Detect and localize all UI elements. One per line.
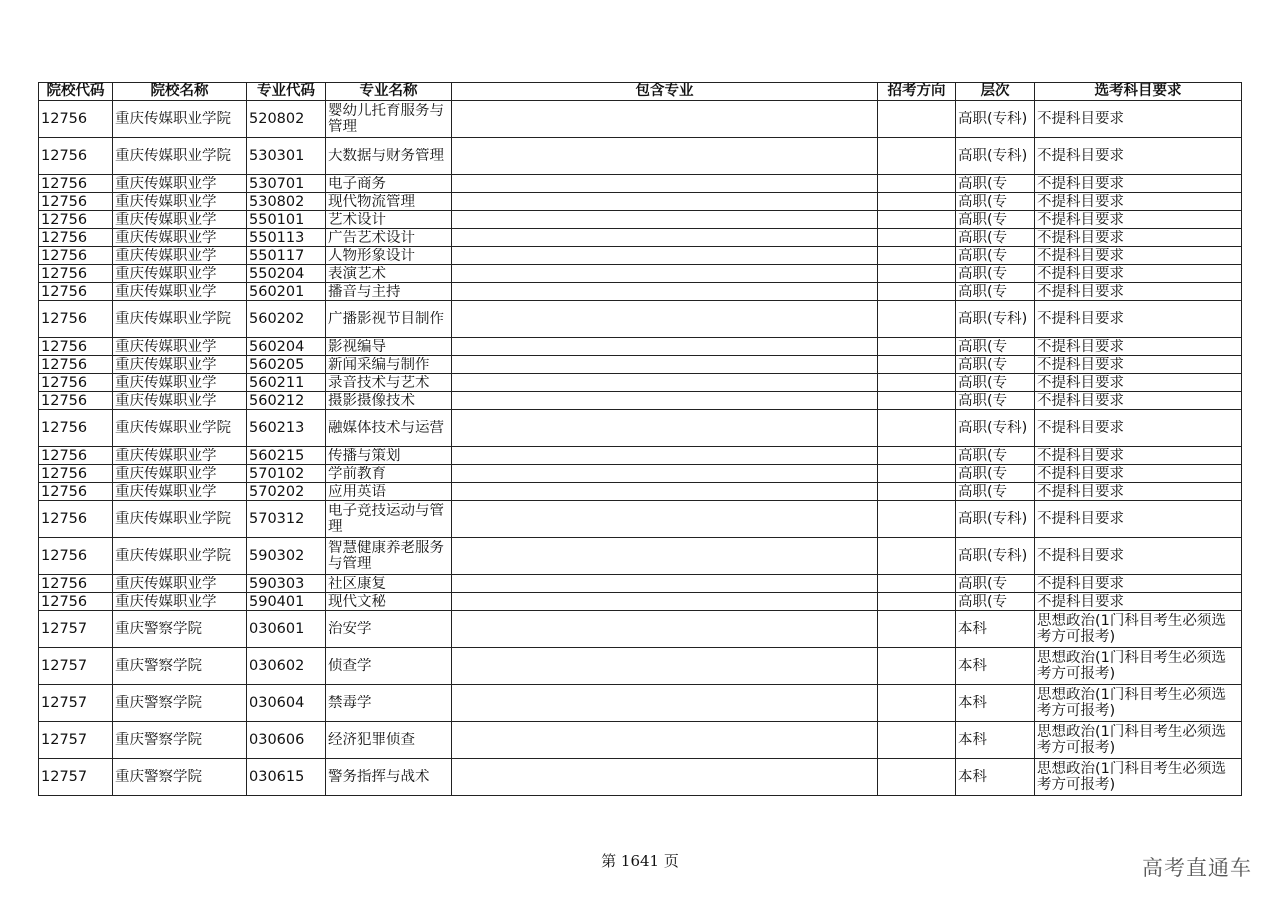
cell-major-name: 学前教育 (326, 465, 452, 483)
cell-school-code: 12756 (39, 501, 113, 538)
cell-major-code: 030606 (247, 722, 326, 759)
cell-included-majors (452, 593, 878, 611)
cell-subject-requirement: 思想政治(1门科目考生必须选考方可报考) (1035, 722, 1242, 759)
cell-major-name: 治安学 (326, 611, 452, 648)
cell-school-code: 12756 (39, 175, 113, 193)
cell-school-name: 重庆传媒职业学院 (113, 301, 247, 338)
table-row (39, 465, 1242, 483)
cell-school-code: 12757 (39, 648, 113, 685)
cell-subject-requirement: 思想政治(1门科目考生必须选考方可报考) (1035, 611, 1242, 648)
table-row (39, 211, 1242, 229)
cell-level: 高职(专科) (956, 410, 1035, 447)
cell-major-code: 590303 (247, 575, 326, 593)
cell-subject-requirement: 不提科目要求 (1035, 101, 1242, 138)
cell-school-code: 12756 (39, 593, 113, 611)
table-row (39, 138, 1242, 175)
cell-direction (878, 338, 956, 356)
cell-major-code: 560205 (247, 356, 326, 374)
cell-school-name: 重庆传媒职业学 (113, 392, 247, 410)
cell-major-name: 大数据与财务管理 (326, 138, 452, 175)
cell-subject-requirement: 不提科目要求 (1035, 338, 1242, 356)
cell-direction (878, 101, 956, 138)
cell-school-code: 12756 (39, 283, 113, 301)
cell-major-name: 电子竞技运动与管理 (326, 501, 452, 538)
cell-major-code: 530301 (247, 138, 326, 175)
cell-major-name: 禁毒学 (326, 685, 452, 722)
cell-school-name: 重庆警察学院 (113, 722, 247, 759)
cell-direction (878, 247, 956, 265)
cell-school-name: 重庆传媒职业学院 (113, 538, 247, 575)
cell-included-majors (452, 501, 878, 538)
cell-major-name: 新闻采编与制作 (326, 356, 452, 374)
cell-subject-requirement: 不提科目要求 (1035, 193, 1242, 211)
cell-major-code: 560213 (247, 410, 326, 447)
cell-major-name: 现代文秘 (326, 593, 452, 611)
table-row (39, 447, 1242, 465)
cell-direction (878, 611, 956, 648)
cell-major-name: 警务指挥与战术 (326, 759, 452, 796)
cell-school-name: 重庆传媒职业学 (113, 356, 247, 374)
cell-major-code: 570312 (247, 501, 326, 538)
cell-subject-requirement: 不提科目要求 (1035, 392, 1242, 410)
cell-major-name: 广播影视节目制作 (326, 301, 452, 338)
cell-included-majors (452, 338, 878, 356)
table-row (39, 538, 1242, 575)
cell-major-code: 560201 (247, 283, 326, 301)
cell-direction (878, 538, 956, 575)
cell-school-code: 12756 (39, 301, 113, 338)
watermark-logo-text: 高考直通车 (1142, 856, 1252, 880)
cell-major-code: 570102 (247, 465, 326, 483)
cell-major-name: 现代物流管理 (326, 193, 452, 211)
cell-level: 高职(专 (956, 211, 1035, 229)
table-row (39, 759, 1242, 796)
cell-school-code: 12757 (39, 611, 113, 648)
cell-major-code: 560211 (247, 374, 326, 392)
table-row (39, 374, 1242, 392)
table-row (39, 265, 1242, 283)
cell-level: 高职(专 (956, 483, 1035, 501)
cell-subject-requirement: 不提科目要求 (1035, 229, 1242, 247)
cell-major-code: 550117 (247, 247, 326, 265)
cell-school-name: 重庆警察学院 (113, 611, 247, 648)
cell-direction (878, 501, 956, 538)
cell-subject-requirement: 不提科目要求 (1035, 410, 1242, 447)
header-included-majors: 包含专业 (452, 83, 878, 101)
cell-school-code: 12756 (39, 338, 113, 356)
cell-school-name: 重庆传媒职业学院 (113, 101, 247, 138)
cell-school-name: 重庆传媒职业学 (113, 593, 247, 611)
cell-school-code: 12756 (39, 138, 113, 175)
cell-major-code: 560204 (247, 338, 326, 356)
header-subject-requirement: 选考科目要求 (1035, 83, 1242, 101)
cell-school-name: 重庆传媒职业学院 (113, 138, 247, 175)
cell-school-code: 12756 (39, 101, 113, 138)
cell-subject-requirement: 不提科目要求 (1035, 211, 1242, 229)
header-school-name: 院校名称 (113, 83, 247, 101)
cell-direction (878, 759, 956, 796)
cell-included-majors (452, 193, 878, 211)
cell-major-name: 表演艺术 (326, 265, 452, 283)
cell-school-code: 12756 (39, 211, 113, 229)
table-row (39, 356, 1242, 374)
table-row (39, 193, 1242, 211)
cell-included-majors (452, 265, 878, 283)
cell-included-majors (452, 685, 878, 722)
cell-major-name: 摄影摄像技术 (326, 392, 452, 410)
table-row (39, 338, 1242, 356)
cell-subject-requirement: 不提科目要求 (1035, 465, 1242, 483)
cell-level: 高职(专科) (956, 138, 1035, 175)
table-row (39, 483, 1242, 501)
cell-direction (878, 193, 956, 211)
cell-school-code: 12756 (39, 193, 113, 211)
table-row (39, 101, 1242, 138)
cell-major-code: 030601 (247, 611, 326, 648)
cell-level: 高职(专 (956, 374, 1035, 392)
cell-level: 高职(专 (956, 247, 1035, 265)
table-row (39, 722, 1242, 759)
cell-major-code: 030615 (247, 759, 326, 796)
cell-school-name: 重庆警察学院 (113, 759, 247, 796)
table-row (39, 593, 1242, 611)
cell-level: 本科 (956, 722, 1035, 759)
cell-included-majors (452, 575, 878, 593)
cell-included-majors (452, 611, 878, 648)
header-major-code: 专业代码 (247, 83, 326, 101)
cell-major-code: 030604 (247, 685, 326, 722)
cell-school-code: 12756 (39, 356, 113, 374)
cell-subject-requirement: 不提科目要求 (1035, 175, 1242, 193)
cell-major-code: 590401 (247, 593, 326, 611)
cell-direction (878, 410, 956, 447)
cell-school-code: 12756 (39, 538, 113, 575)
header-level: 层次 (956, 83, 1035, 101)
table-row (39, 392, 1242, 410)
cell-school-code: 12756 (39, 247, 113, 265)
cell-direction (878, 374, 956, 392)
cell-major-code: 550101 (247, 211, 326, 229)
cell-level: 高职(专科) (956, 538, 1035, 575)
cell-major-name: 人物形象设计 (326, 247, 452, 265)
table-body (39, 101, 1242, 796)
cell-direction (878, 483, 956, 501)
cell-included-majors (452, 374, 878, 392)
cell-included-majors (452, 538, 878, 575)
cell-included-majors (452, 301, 878, 338)
cell-subject-requirement: 不提科目要求 (1035, 283, 1242, 301)
cell-subject-requirement: 不提科目要求 (1035, 447, 1242, 465)
cell-subject-requirement: 不提科目要求 (1035, 501, 1242, 538)
cell-included-majors (452, 759, 878, 796)
cell-major-code: 570202 (247, 483, 326, 501)
cell-included-majors (452, 356, 878, 374)
table-row (39, 501, 1242, 538)
cell-major-code: 550113 (247, 229, 326, 247)
cell-direction (878, 575, 956, 593)
cell-major-name: 广告艺术设计 (326, 229, 452, 247)
cell-school-name: 重庆传媒职业学 (113, 465, 247, 483)
cell-direction (878, 465, 956, 483)
cell-level: 本科 (956, 611, 1035, 648)
cell-direction (878, 356, 956, 374)
cell-subject-requirement: 思想政治(1门科目考生必须选考方可报考) (1035, 759, 1242, 796)
cell-school-code: 12756 (39, 575, 113, 593)
cell-included-majors (452, 648, 878, 685)
cell-major-code: 530802 (247, 193, 326, 211)
table-row (39, 283, 1242, 301)
table-row (39, 301, 1242, 338)
cell-school-code: 12756 (39, 410, 113, 447)
cell-school-code: 12757 (39, 722, 113, 759)
cell-subject-requirement: 不提科目要求 (1035, 247, 1242, 265)
cell-included-majors (452, 229, 878, 247)
cell-included-majors (452, 483, 878, 501)
cell-major-name: 婴幼儿托育服务与管理 (326, 101, 452, 138)
cell-direction (878, 283, 956, 301)
table-row (39, 410, 1242, 447)
cell-major-name: 电子商务 (326, 175, 452, 193)
cell-school-code: 12756 (39, 483, 113, 501)
cell-major-name: 艺术设计 (326, 211, 452, 229)
cell-level: 高职(专科) (956, 101, 1035, 138)
cell-level: 高职(专 (956, 265, 1035, 283)
table-row (39, 685, 1242, 722)
cell-school-name: 重庆传媒职业学 (113, 374, 247, 392)
cell-subject-requirement: 不提科目要求 (1035, 593, 1242, 611)
table-row (39, 247, 1242, 265)
cell-subject-requirement: 不提科目要求 (1035, 483, 1242, 501)
page-number: 第 1641 页 (601, 852, 679, 870)
cell-subject-requirement: 不提科目要求 (1035, 538, 1242, 575)
cell-direction (878, 138, 956, 175)
admissions-table (38, 82, 1242, 796)
cell-level: 高职(专 (956, 356, 1035, 374)
cell-major-name: 影视编导 (326, 338, 452, 356)
cell-subject-requirement: 不提科目要求 (1035, 138, 1242, 175)
cell-level: 高职(专 (956, 575, 1035, 593)
cell-direction (878, 447, 956, 465)
cell-school-name: 重庆传媒职业学 (113, 483, 247, 501)
cell-major-name: 智慧健康养老服务与管理 (326, 538, 452, 575)
cell-direction (878, 722, 956, 759)
cell-included-majors (452, 101, 878, 138)
table-row (39, 611, 1242, 648)
cell-major-name: 社区康复 (326, 575, 452, 593)
cell-direction (878, 175, 956, 193)
cell-school-name: 重庆传媒职业学 (113, 211, 247, 229)
cell-direction (878, 648, 956, 685)
cell-major-name: 传播与策划 (326, 447, 452, 465)
cell-level: 高职(专 (956, 229, 1035, 247)
cell-school-code: 12756 (39, 265, 113, 283)
cell-school-code: 12756 (39, 392, 113, 410)
header-major-name: 专业名称 (326, 83, 452, 101)
cell-included-majors (452, 465, 878, 483)
cell-major-name: 经济犯罪侦查 (326, 722, 452, 759)
cell-included-majors (452, 247, 878, 265)
cell-school-code: 12756 (39, 374, 113, 392)
cell-included-majors (452, 392, 878, 410)
cell-school-name: 重庆传媒职业学 (113, 247, 247, 265)
table-row (39, 229, 1242, 247)
cell-major-code: 030602 (247, 648, 326, 685)
cell-major-name: 播音与主持 (326, 283, 452, 301)
header-school-code: 院校代码 (39, 83, 113, 101)
cell-direction (878, 392, 956, 410)
cell-level: 高职(专 (956, 593, 1035, 611)
table-row (39, 175, 1242, 193)
cell-direction (878, 685, 956, 722)
cell-level: 本科 (956, 759, 1035, 796)
cell-subject-requirement: 思想政治(1门科目考生必须选考方可报考) (1035, 685, 1242, 722)
cell-major-name: 录音技术与艺术 (326, 374, 452, 392)
header-row (39, 83, 1242, 101)
cell-direction (878, 229, 956, 247)
cell-subject-requirement: 不提科目要求 (1035, 575, 1242, 593)
cell-included-majors (452, 722, 878, 759)
cell-school-name: 重庆传媒职业学 (113, 265, 247, 283)
cell-school-name: 重庆传媒职业学 (113, 338, 247, 356)
cell-level: 本科 (956, 685, 1035, 722)
cell-included-majors (452, 410, 878, 447)
cell-school-name: 重庆警察学院 (113, 685, 247, 722)
cell-school-name: 重庆警察学院 (113, 648, 247, 685)
cell-subject-requirement: 不提科目要求 (1035, 301, 1242, 338)
header-direction: 招考方向 (878, 83, 956, 101)
cell-subject-requirement: 不提科目要求 (1035, 374, 1242, 392)
cell-school-code: 12757 (39, 759, 113, 796)
cell-direction (878, 211, 956, 229)
cell-school-name: 重庆传媒职业学 (113, 447, 247, 465)
table-row (39, 648, 1242, 685)
cell-school-code: 12756 (39, 465, 113, 483)
cell-school-name: 重庆传媒职业学院 (113, 501, 247, 538)
cell-school-name: 重庆传媒职业学院 (113, 410, 247, 447)
cell-major-code: 590302 (247, 538, 326, 575)
cell-school-name: 重庆传媒职业学 (113, 193, 247, 211)
cell-major-code: 560212 (247, 392, 326, 410)
cell-major-code: 550204 (247, 265, 326, 283)
cell-school-name: 重庆传媒职业学 (113, 175, 247, 193)
cell-major-code: 560215 (247, 447, 326, 465)
cell-included-majors (452, 138, 878, 175)
cell-major-name: 融媒体技术与运营 (326, 410, 452, 447)
cell-school-name: 重庆传媒职业学 (113, 229, 247, 247)
cell-direction (878, 265, 956, 283)
cell-level: 高职(专 (956, 447, 1035, 465)
cell-subject-requirement: 不提科目要求 (1035, 265, 1242, 283)
cell-school-code: 12756 (39, 229, 113, 247)
cell-subject-requirement: 思想政治(1门科目考生必须选考方可报考) (1035, 648, 1242, 685)
cell-level: 高职(专科) (956, 301, 1035, 338)
cell-level: 高职(专 (956, 338, 1035, 356)
cell-level: 高职(专 (956, 392, 1035, 410)
cell-included-majors (452, 175, 878, 193)
cell-level: 高职(专 (956, 465, 1035, 483)
cell-school-code: 12757 (39, 685, 113, 722)
cell-major-name: 侦查学 (326, 648, 452, 685)
cell-subject-requirement: 不提科目要求 (1035, 356, 1242, 374)
cell-school-code: 12756 (39, 447, 113, 465)
cell-major-code: 530701 (247, 175, 326, 193)
cell-included-majors (452, 211, 878, 229)
cell-school-name: 重庆传媒职业学 (113, 283, 247, 301)
cell-direction (878, 593, 956, 611)
cell-level: 高职(专 (956, 175, 1035, 193)
cell-level: 高职(专 (956, 283, 1035, 301)
cell-direction (878, 301, 956, 338)
cell-level: 高职(专科) (956, 501, 1035, 538)
cell-included-majors (452, 283, 878, 301)
cell-major-code: 520802 (247, 101, 326, 138)
cell-included-majors (452, 447, 878, 465)
cell-level: 高职(专 (956, 193, 1035, 211)
table-row (39, 575, 1242, 593)
cell-school-name: 重庆传媒职业学 (113, 575, 247, 593)
cell-major-code: 560202 (247, 301, 326, 338)
cell-level: 本科 (956, 648, 1035, 685)
cell-major-name: 应用英语 (326, 483, 452, 501)
